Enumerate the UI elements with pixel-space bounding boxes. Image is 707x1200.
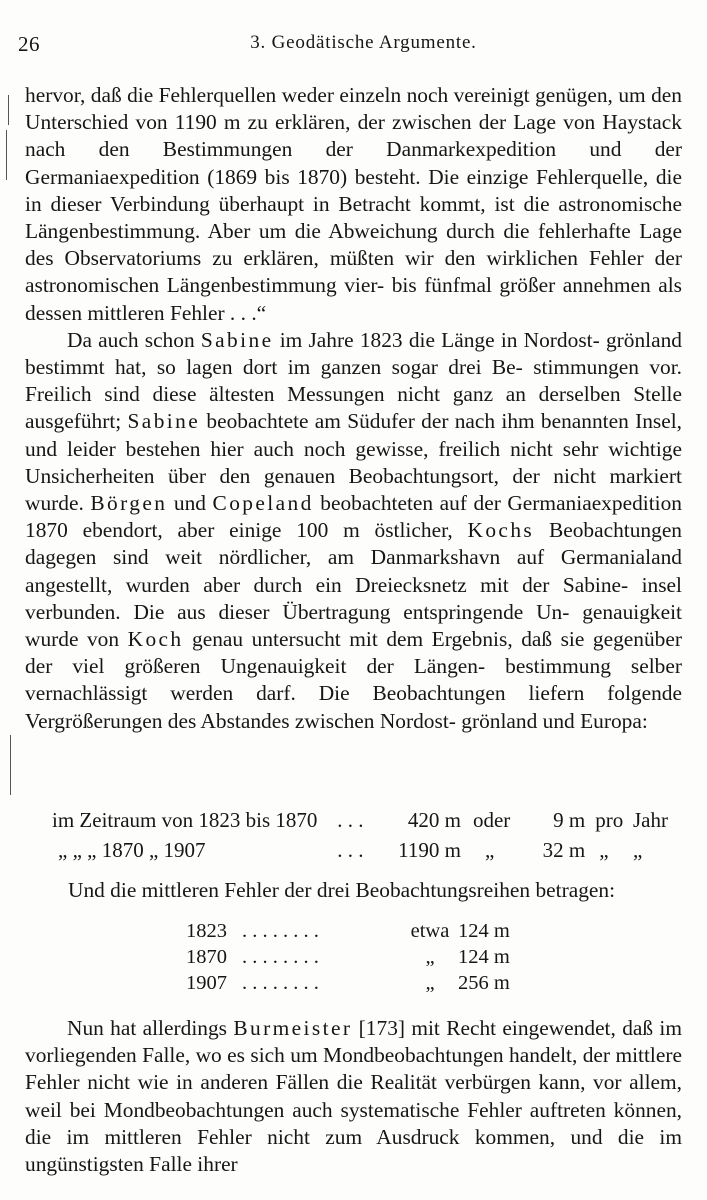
text-run: Nun hat allerdings bbox=[67, 1016, 234, 1040]
author-name-borgen: Börgen bbox=[90, 491, 168, 516]
text-line: auch noch gewisse, freilich nicht sehr wichtige Unsicherheiten bbox=[25, 436, 682, 488]
text-line: grönland und Europa: bbox=[461, 708, 648, 733]
text-run: 1870 ebendort, aber einige 100 m östlicher, bbox=[25, 518, 468, 543]
table-cell: oder bbox=[472, 808, 511, 832]
page-number: 26 bbox=[18, 32, 40, 56]
text-run: ganz an derselben Stelle ausgeführt; bbox=[25, 382, 682, 434]
paragraph-3 bbox=[25, 1015, 682, 1178]
body-text-top bbox=[25, 82, 682, 735]
text-line: um den Unterschied von 1190 m zu erklären, der zwischen der Lage bbox=[25, 83, 683, 135]
text-run: und bbox=[167, 491, 213, 516]
table-cell: . . . bbox=[337, 808, 364, 832]
table-cell: „ „ „ 1870 „ 1907 bbox=[58, 838, 206, 862]
table-row bbox=[52, 835, 668, 865]
text-line: hervor, daß die Fehlerquellen weder einzeln noch vereinigt genügen, bbox=[25, 83, 613, 107]
table-cell: „ bbox=[425, 972, 435, 994]
body-text-bottom bbox=[25, 1015, 682, 1178]
text-line: von Haystack nach den Bestimmungen der Danmarkexpedition bbox=[25, 110, 682, 162]
text-line: liefern folgende Vergrößerungen des Abstandes zwischen Nordost- bbox=[25, 681, 682, 733]
text-run: genau untersucht mit dem Ergebnis, bbox=[183, 627, 513, 652]
text-line: handelt, der mittlere Fehler nicht wie in anderen Fällen die Realität bbox=[25, 1043, 682, 1095]
table-cell: . . . . . . . . bbox=[242, 946, 319, 968]
text-line: Fehlerquelle, die in dieser Verbindung überhaupt in Betracht kommt, bbox=[25, 164, 682, 216]
text-run: beobachteten auf der Germaniaexpedition bbox=[313, 491, 682, 516]
text-run: beobachtete am bbox=[200, 409, 341, 434]
table-cell: Jahr bbox=[633, 808, 668, 832]
author-name-koch: Koch bbox=[127, 627, 184, 652]
text-line: verbürgen kann, vor allem, weil bei Mondbeobachtungen auch bbox=[25, 1070, 683, 1122]
text-line: ist die astronomische Längenbestimmung. Aber um die Abweichung bbox=[25, 191, 682, 244]
margin-mark bbox=[8, 95, 9, 125]
running-head: 3. Geodätische Argumente. bbox=[250, 32, 477, 53]
table-cell: „ bbox=[633, 838, 643, 862]
author-name-sabine: Sabine bbox=[200, 327, 274, 352]
table2-intro: Und die mittleren Fehler der drei Beobachtungsreihen betragen: bbox=[68, 878, 616, 902]
text-line: bestimmung selber vernachlässigt werden darf. Die Beobachtungen bbox=[25, 654, 682, 706]
text-line: systematische Fehler auftreten können, die im mittleren Fehler bbox=[25, 1097, 682, 1149]
table-cell: 420 m bbox=[407, 808, 461, 832]
table-cell: 1907 bbox=[186, 972, 227, 994]
text-line: insel verbunden. Die aus dieser Übertragung entspringende Un- bbox=[25, 572, 682, 624]
author-name-copeland: Copeland bbox=[212, 491, 314, 516]
text-run: Da auch schon bbox=[67, 327, 201, 352]
text-line: wir den wirklichen Fehler der astronomischen Längenbestimmung bbox=[25, 246, 682, 298]
paragraph-2 bbox=[25, 327, 682, 735]
author-name-kochs: Kochs bbox=[467, 518, 535, 543]
table-cell: „ bbox=[425, 946, 435, 968]
text-line: durch die fehlerhafte Lage des Observatoriums zu erklären, müßten bbox=[25, 219, 682, 271]
text-run: [173] mit Recht eingewendet, bbox=[352, 1016, 616, 1040]
table-cell: 1190 m bbox=[398, 838, 461, 862]
table-row bbox=[52, 805, 668, 835]
text-line: daß sie gegenüber der viel größeren Ungenauigkeit der Längen- bbox=[25, 627, 682, 679]
text-line: Südufer der nach ihm benannten Insel, und leider bestehen hier bbox=[25, 409, 683, 461]
margin-mark bbox=[10, 735, 11, 795]
text-line: stimmungen vor. Freilich sind diese ältesten Messungen nicht bbox=[25, 355, 682, 407]
table-cell: 124 m bbox=[458, 946, 510, 968]
table-cell: pro bbox=[595, 808, 624, 832]
table-row bbox=[186, 970, 510, 996]
distance-increase-table bbox=[52, 805, 668, 865]
table-cell: 1870 bbox=[186, 946, 227, 968]
table-cell: . . . bbox=[337, 838, 364, 862]
table-cell: 1823 bbox=[186, 920, 227, 942]
text-line: über den genauen Beobachtungsort, der nicht markiert wurde. bbox=[25, 463, 682, 516]
table-row bbox=[186, 944, 510, 970]
table-row bbox=[186, 918, 510, 944]
text-line: vier- bis fünfmal größer annehmen als dessen mittleren Fehler . . .“ bbox=[25, 273, 682, 325]
paragraph-1 bbox=[25, 82, 682, 327]
text-run: im Jahre 1823 die Länge in Nordost- bbox=[273, 327, 600, 352]
text-line: dagegen sind weit nördlicher, am Danmarkshavn auf Germanialand bbox=[25, 545, 682, 570]
margin-mark bbox=[6, 130, 7, 180]
text-line: daß im vorliegenden Falle, wo es sich um Mondbeobachtungen bbox=[25, 1016, 682, 1068]
text-line: und der Germaniaexpedition (1869 bis 1870) besteht. Die einzige bbox=[25, 137, 683, 189]
table-cell: . . . . . . . . bbox=[242, 920, 319, 942]
text-line: nicht zum Ausdruck kommen, und die im ungünstigsten Falle ihrer bbox=[25, 1124, 683, 1177]
table-cell: „ bbox=[599, 838, 609, 862]
author-name-sabine: Sabine bbox=[127, 409, 201, 434]
author-name-burmeister: Burmeister bbox=[233, 1016, 353, 1040]
table-cell: 124 m bbox=[458, 920, 510, 942]
table-cell: . . . . . . . . bbox=[242, 972, 319, 994]
table-cell: 256 m bbox=[458, 972, 510, 994]
table-cell: „ bbox=[484, 838, 495, 862]
table-cell: 9 m bbox=[553, 808, 586, 832]
text-run: Beobachtungen bbox=[534, 518, 683, 543]
table-cell: im Zeitraum von 1823 bis 1870 bbox=[52, 808, 318, 832]
table-cell: etwa bbox=[410, 920, 450, 942]
mean-error-table bbox=[186, 918, 510, 996]
table-cell: 32 m bbox=[542, 838, 586, 862]
text-run: genauigkeit wurde von bbox=[25, 599, 682, 652]
text-line: angestellt, wurden aber durch ein Dreiecksnetz mit der Sabine- bbox=[25, 572, 629, 597]
text-line: grönland bestimmt hat, so lagen dort im ganzen sogar drei Be- bbox=[25, 327, 682, 380]
